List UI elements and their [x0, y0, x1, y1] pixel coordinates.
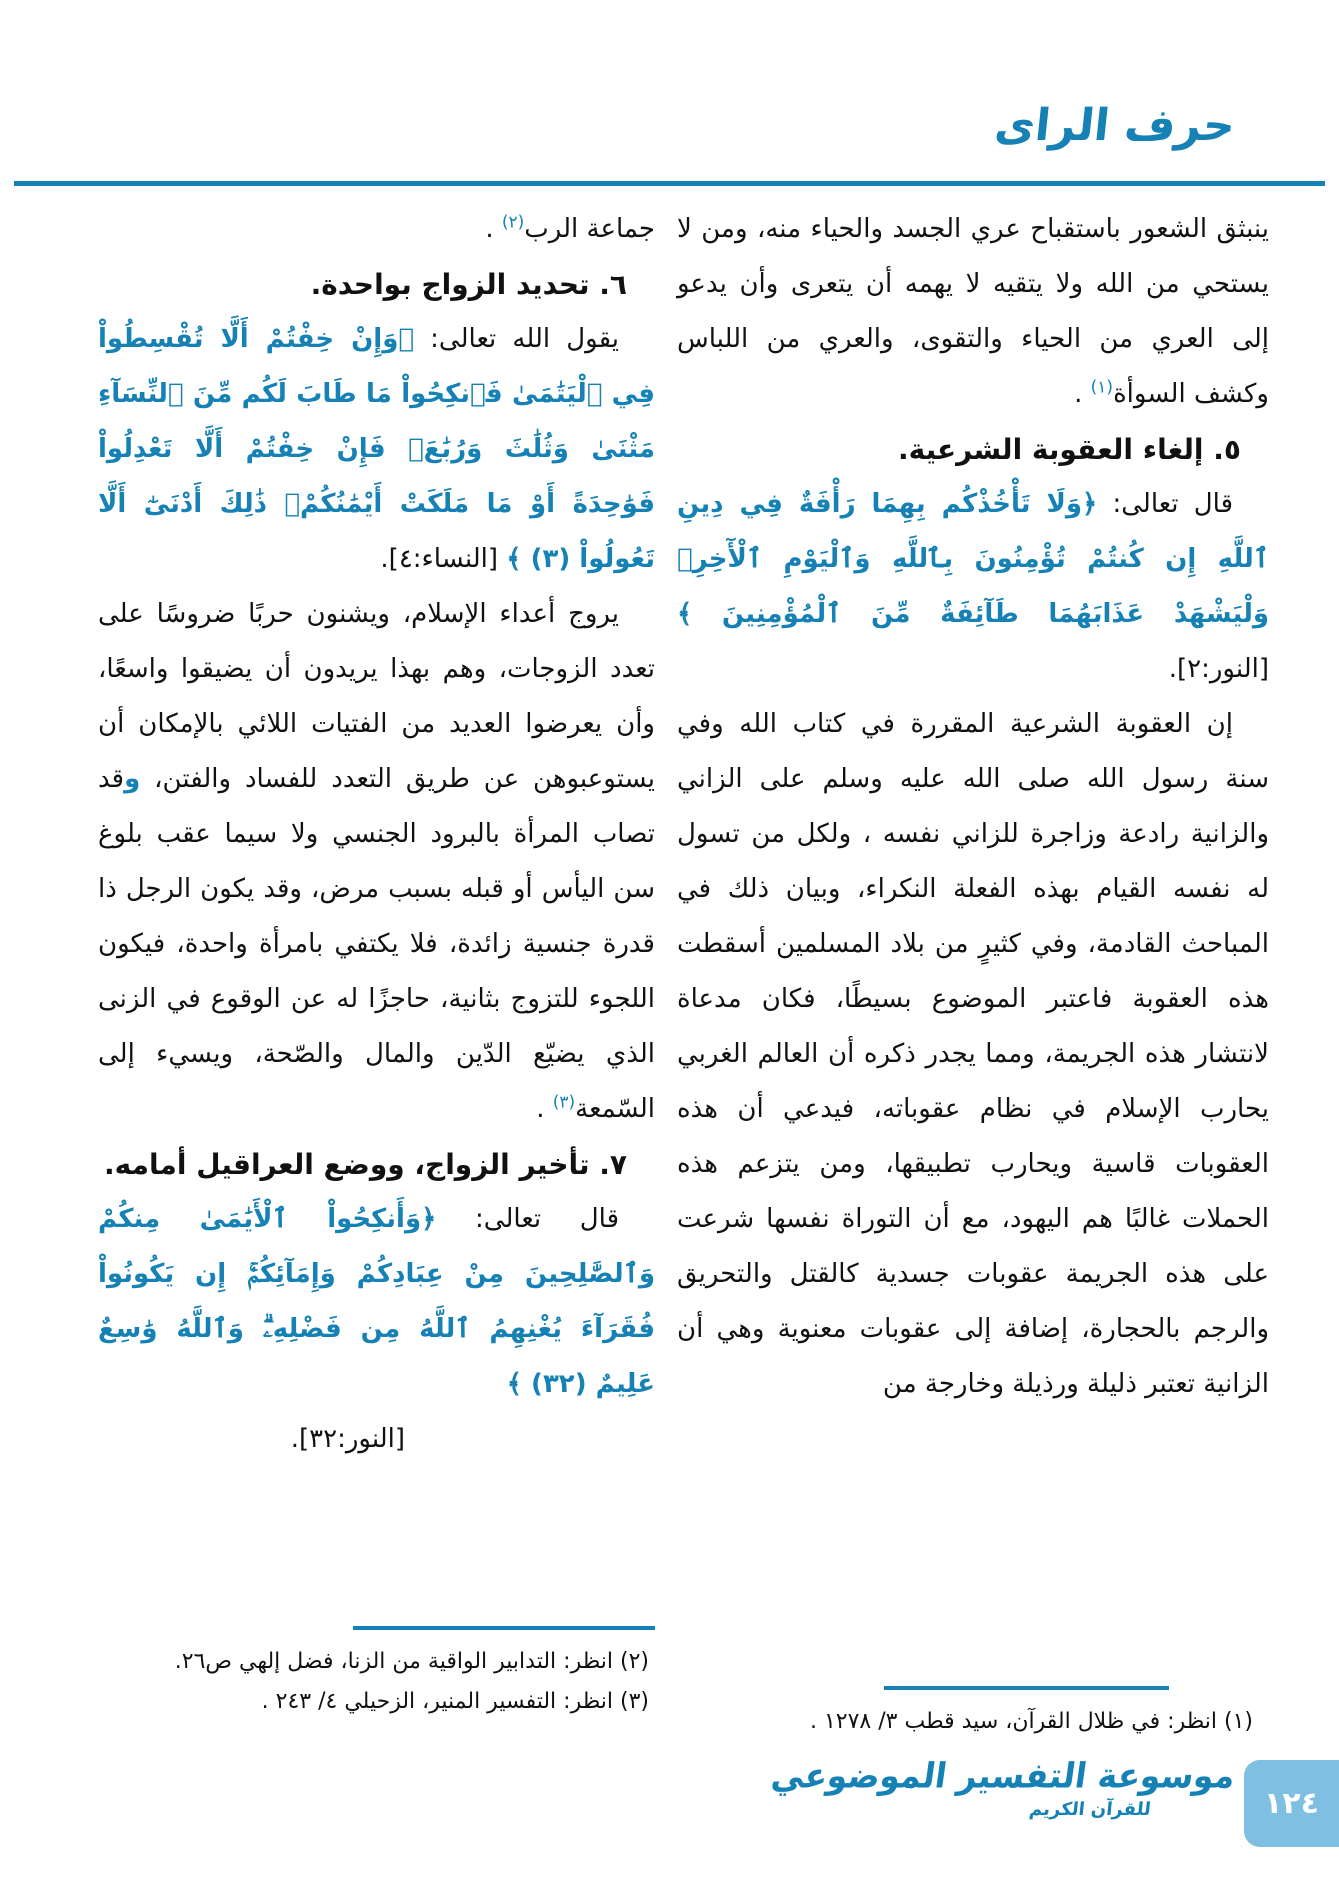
footnote-entry-2: (٢) انظر: التدابير الواقية من الزنا، فضل إلهي ص٢٦. — [174, 1649, 649, 1674]
section-heading-6: ٦. تحديد الزواج بواحدة. — [310, 268, 627, 301]
logo-subtitle-calligraphy: للقرآن الكريم — [1028, 1799, 1152, 1820]
sentence-end: . — [536, 1094, 553, 1124]
footnote-marker-1: (١) — [1090, 377, 1114, 398]
paragraph-tail — [98, 202, 655, 257]
paragraph-text: يروج أعداء الإسلام، ويشنون حربًا ضروسًا على تعدد الزوجات، وهم بهذا يريدون أن يضيقوا واسعًا، وأن يعرضوا العديد من الفتيات اللائي بالإمكان أن يستوعبوهن عن طريق التعدد للفساد والفتن، — [98, 599, 655, 794]
verse-block-nur-32 — [98, 1192, 655, 1412]
page-number: ١٢٤ — [1264, 1786, 1319, 1821]
quran-verse-text: ﴿وَلَا تَأْخُذْكُم بِهِمَا رَأْفَةٌ فِي دِينِ ٱللَّهِ إِن كُنتُمْ تُؤْمِنُونَ بِٱللَّهِ وَٱلْيَوْمِ ٱلْأٓخِرِۖ وَلْيَشْهَدْ عَذَابَهُمَا طَآئِفَةٌ مِّنَ ٱلْمُؤْمِنِينَ ﴾ — [677, 489, 1269, 629]
paragraph-continuation — [677, 202, 1269, 422]
footnote-marker-2: (٢) — [501, 212, 525, 233]
column-right — [677, 202, 1269, 1412]
highlighted-letter: و — [124, 764, 141, 794]
logo-title-calligraphy: موسوعة التفسير الموضوعي — [768, 1755, 1238, 1796]
header-divider-rule — [14, 181, 1325, 186]
footnotes-left-column — [98, 1626, 655, 1722]
encyclopedia-logo-stamp — [768, 1755, 1238, 1820]
verse-block-nisa-3 — [98, 312, 655, 587]
quran-verse-text: ﴿وَإِنْ خِفْتُمْ أَلَّا تُقْسِطُواْ فِي ٱلْيَتَٰمَىٰ فَٱنكِحُواْ مَا طَابَ لَكُم مِّنَ ٱلنِّسَآءِ مَثْنَىٰ وَثُلَٰثَ وَرُبَٰعَۖ فَإِنْ خِفْتُمْ أَلَّا تَعْدِلُواْ فَوَٰحِدَةً أَوْ مَا مَلَكَتْ أَيْمَٰنُكُمْۚ ذَٰلِكَ أَدْنَىٰٓ أَلَّا تَعُولُواْ (٣) ﴾ — [98, 324, 655, 574]
footnotes-right-column — [677, 1686, 1269, 1742]
section-heading-5: ٥. إلغاء العقوبة الشرعية. — [897, 433, 1241, 466]
paragraph-body: إن العقوبة الشرعية المقررة في كتاب الله وفي سنة رسول الله صلى الله عليه وسلم على الزاني والزانية رادعة وزاجرة للزاني نفسه ، ولكل من تسول له نفسه القيام بهذه الفعلة النكراء، وبيان ذلك في المباحث القادمة، وفي كثيرٍ من بلاد المسلمين أسقطت هذه العقوبة فاعتبر الموضوع بسيطًا، فكان مدعاة لانتشار هذه الجريمة، ومما يجدر ذكره أن العالم الغربي يحارب الإسلام في نظام عقوباته، فيدعي أن هذه العقوبات قاسية ويحارب تطبيقها، ومن يتزعم هذه الحملات غالبًا هم اليهود، مع أن التوراة نفسها شرعت على هذه الجريمة عقوبات جسدية كالقتل والتحريق والرجم بالحجارة، إضافة إلى عقوبات معنوية وهي أن الزانية تعتبر ذليلة ورذيلة وخارجة من — [677, 709, 1269, 1399]
footnote-separator-rule — [884, 1686, 1169, 1690]
verse-intro: قال تعالى: — [436, 1204, 620, 1234]
footnote-separator-rule — [353, 1626, 655, 1630]
verse-reference: [النساء:٤]. — [380, 544, 507, 574]
footnote-marker-3: (٣) — [552, 1092, 576, 1113]
verse-intro: يقول الله تعالى: — [413, 324, 619, 354]
footnote-entry-1: (١) انظر: في ظلال القرآن، سيد قطب ٣/ ١٢٧٨ . — [809, 1709, 1253, 1734]
verse-block-nur-2 — [677, 477, 1269, 697]
paragraph-body — [98, 587, 655, 1137]
verse-reference-line: [النور:٣٢]. — [290, 1424, 405, 1454]
sentence-end: . — [485, 214, 502, 244]
paragraph-text: ينبثق الشعور باستقباح عري الجسد والحياء منه، ومن لا يستحي من الله ولا يتقيه لا يهمه أن يتعرى وأن يدعو إلى العري من الحياء والتقوى، والعري من اللباس وكشف السوأة — [677, 214, 1269, 409]
verse-intro: قال تعالى: — [1097, 489, 1233, 519]
verse-reference: [النور:٢]. — [1168, 654, 1269, 684]
page-number-tab — [1244, 1760, 1339, 1847]
quran-verse-text: ﴿وَأَنكِحُواْ ٱلْأَيَٰمَىٰ مِنكُمْ وَٱلصَّٰلِحِينَ مِنْ عِبَادِكُمْ وَإِمَآئِكُمْۚ إِن يَكُونُواْ فُقَرَآءَ يُغْنِهِمُ ٱللَّهُ مِن فَضْلِهِۦۗ وَٱللَّهُ وَٰسِعٌ عَلِيمٌ (٣٢) ﴾ — [98, 1204, 655, 1399]
footnote-entry-3: (٣) انظر: التفسير المنير، الزحيلي ٤/ ٢٤٣ . — [261, 1689, 649, 1714]
section-heading-7: ٧. تأخير الزواج، ووضع العراقيل أمامه. — [104, 1148, 627, 1181]
chapter-title-calligraphy: حرف الراى — [992, 100, 1238, 151]
paragraph-text: جماعة الرب — [524, 214, 655, 244]
column-left — [98, 202, 655, 1467]
paragraph-text: قد تصاب المرأة بالبرود الجنسي ولا سيما عقب بلوغ سن اليأس أو قبله بسبب مرض، وقد يكون الرجل ذا قدرة جنسية زائدة، فلا يكتفي بامرأة واحدة، فيكون اللجوء للتزوج بثانية، حاجزًا له عن الوقوع في الزنى الذي يضيّع الدّين والمال والصّحة، ويسيء إلى السّمعة — [98, 764, 655, 1124]
sentence-end: . — [1074, 379, 1091, 409]
